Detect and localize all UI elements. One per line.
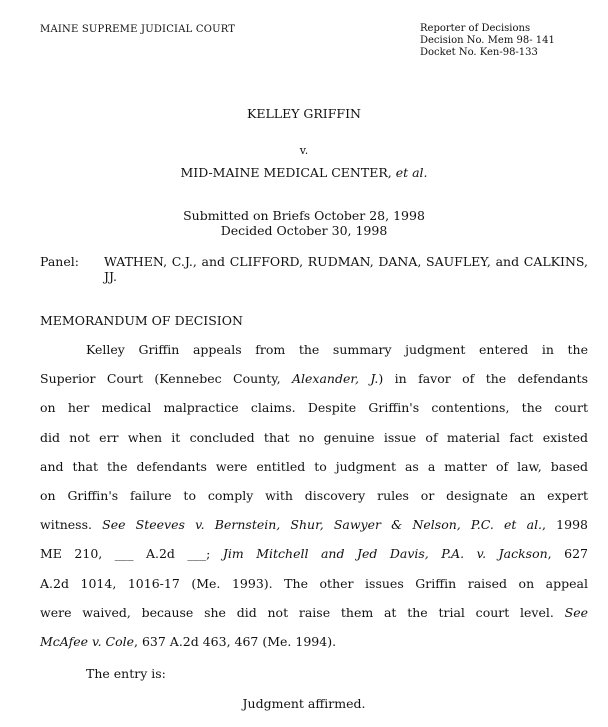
appellant-name: KELLEY GRIFFIN: [247, 106, 361, 121]
memorandum-line: A.2d 1014, 1016-17 (Me. 1993). The other issues Griffin raised on appeal: [40, 575, 588, 591]
memorandum-line: Superior Court (Kennebec County, Alexander, J.) in favor of the defendants: [40, 371, 588, 387]
court-name: MAINE SUPREME JUDICIAL COURT: [40, 24, 236, 35]
case-citation: McAfee v. Cole: [40, 634, 135, 649]
reporter-title: Reporter of Decisions: [420, 23, 531, 34]
case-citation: See Steeves v. Bernstein, Shur, Sawyer & Nelson, P.C. et al.: [102, 517, 543, 533]
memorandum-line: on her medical malpractice claims. Despite Griffin's contentions, the court: [40, 400, 588, 416]
appellee-main: MID-MAINE MEDICAL CENTER,: [180, 165, 392, 180]
memorandum-line: witness. See Steeves v. Bernstein, Shur, Sawyer & Nelson, P.C. et al., 1998: [40, 517, 588, 533]
memorandum-line: did not err when it concluded that no genuine issue of material fact existed: [40, 429, 588, 445]
decided-date: Decided October 30, 1998: [220, 223, 388, 238]
docket-number: Docket No. Ken-98-133: [420, 47, 538, 58]
memorandum-heading: MEMORANDUM OF DECISION: [40, 313, 243, 328]
memorandum-line: McAfee v. Cole, 637 A.2d 463, 467 (Me. 1994).: [40, 634, 337, 649]
memorandum-line: and that the defendants were entitled to judgment as a matter of law, based: [40, 458, 588, 474]
reporter-block: [420, 23, 555, 59]
case-citation: Alexander, J.: [292, 371, 379, 387]
case-citation: See: [564, 604, 588, 620]
decision-number: Decision No. Mem 98- 141: [420, 35, 555, 46]
appellee-name: [0, 165, 608, 180]
memorandum-line: on Griffin's failure to comply with discovery rules or designate an expert: [40, 488, 588, 503]
case-citation: Jim Mitchell and Jed Davis, P.A. v. Jackson: [222, 546, 548, 562]
versus-label: v.: [299, 144, 309, 157]
entry-label: The entry is:: [86, 666, 166, 681]
panel-justices: WATHEN, C.J., and CLIFFORD, RUDMAN, DANA, SAUFLEY, and CALKINS, JJ.: [104, 254, 588, 284]
appellee-et-al: et al.: [395, 165, 428, 180]
case-dates: [0, 208, 608, 238]
panel-label: Panel:: [40, 254, 79, 269]
submitted-date: Submitted on Briefs October 28, 1998: [183, 208, 425, 223]
memorandum-line: Kelley Griffin appeals from the summary judgment entered in the: [86, 342, 588, 357]
judgment-text: Judgment affirmed.: [242, 696, 366, 711]
memorandum-line: ME 210, ___ A.2d ___; Jim Mitchell and Jed Davis, P.A. v. Jackson, 627: [40, 546, 588, 562]
memorandum-line: were waived, because she did not raise them at the trial court level. See: [40, 604, 588, 620]
